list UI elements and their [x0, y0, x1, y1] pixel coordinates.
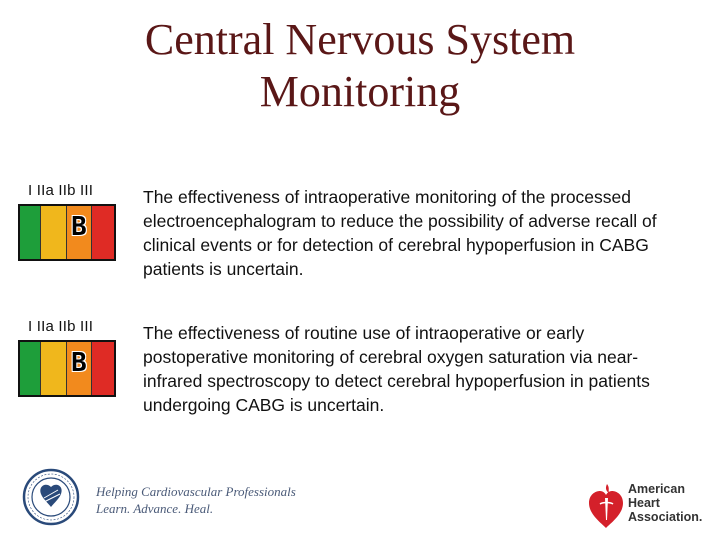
aha-wordmark	[628, 482, 702, 524]
aha-line-3: Association.	[628, 510, 703, 524]
evidence-level: B	[71, 212, 87, 242]
title-line-1: Central Nervous System	[144, 15, 576, 64]
heart-torch-icon	[586, 482, 626, 530]
class-iia-segment	[41, 342, 67, 395]
class-labels: I IIa IIb III	[28, 182, 94, 199]
class-i-segment	[20, 342, 41, 395]
class-iia-segment	[41, 206, 67, 259]
recommendation-text: The effectiveness of intraoperative monitoring of the processed electroencephalogram to reduce the possibility of adverse recall of clinical events or for detection of cerebral hypoperfusion in CABG patients is uncertain.	[143, 187, 657, 279]
aha-line-1: American	[628, 482, 685, 496]
title-line-2: Monitoring	[259, 67, 461, 116]
acc-tagline	[96, 483, 296, 517]
aha-line-2: Heart	[628, 496, 660, 510]
class-iii-segment	[92, 342, 114, 395]
acc-logo	[22, 468, 302, 530]
acc-tagline-line-1: Helping Cardiovascular Professionals	[96, 484, 296, 499]
class-bar	[18, 204, 116, 261]
class-labels: I IIa IIb III	[28, 318, 94, 335]
acc-seal-icon	[22, 468, 80, 526]
class-iii-segment	[92, 206, 114, 259]
aha-logo	[586, 478, 712, 532]
acc-tagline-line-2: Learn. Advance. Heal.	[96, 501, 214, 516]
class-bar	[18, 340, 116, 397]
recommendation-text: The effectiveness of routine use of intraoperative or early postoperative monitoring of cerebral oxygen saturation via near-infrared spectroscopy to detect cerebral hypoperfusion in patients undergoing CABG is uncertain.	[143, 323, 650, 415]
evidence-level: B	[71, 348, 87, 378]
class-i-segment	[20, 206, 41, 259]
slide-title	[0, 14, 720, 118]
